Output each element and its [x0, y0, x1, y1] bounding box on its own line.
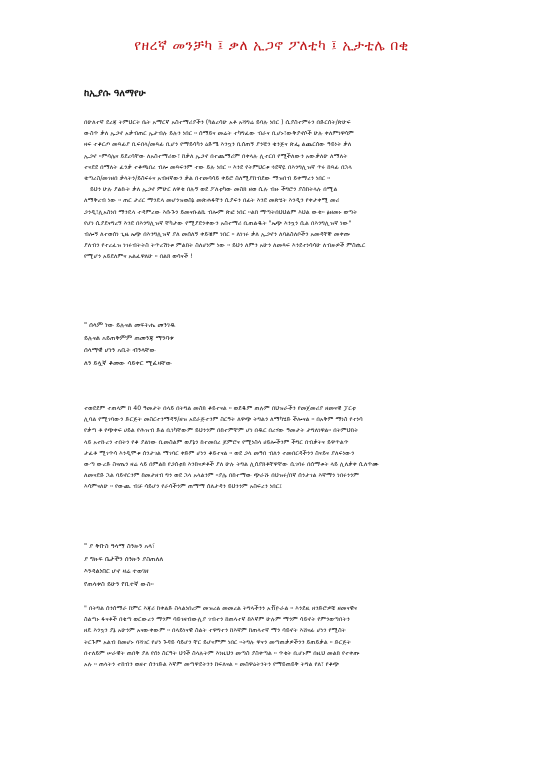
text-line: ዘዴ እንኳን ያኔ አሁንም አናውቀውም ፡፡ በላይነናዊ ስልት ተዋግተን ከእኛም ከጠላተኛ ማን ሳይኖት እሸናፊ ሆነን የሚስት — [84, 627, 346, 635]
text-line: ስልጣኑ ፋናቶች በቁጣ ወርውረን ማንም ሳይገዛብውሊያ ገብተን ከጠላተኛ ከእኛም ሁሉም ማንም ሳይኖት የምንወጣበትን — [84, 616, 350, 624]
poem-line: ለን ይሏኛ ቆመው ሳይቀር ሚፈዛቸው — [84, 358, 173, 367]
poem-line: ሰላማዊ ሆነን አቢት ብንላቸው — [84, 346, 156, 355]
poem-line: " ሰላም ነው ይሉናል መፍትሔ መንገዱ — [84, 321, 176, 329]
poem-line: ይሉናል አይጠቅምም ጠመንጃ ማንባቱ — [84, 333, 174, 342]
text-line: ውጣ ውረድ ስናጤን ዛሬ ላይ በምልከ የጋሰቲክ እንከናዎቶች ያለ ሁሉ ትግል ሊሰያክቶቸዋቸው ሲገባሩ በሰማቱት ላይ ሊለቃቀ ሲለጥሙ — [84, 461, 380, 469]
text-line: ጋንዲ፣ሊአስነበ ማንዴላ ተዳምረው እሱጉን ይመናቡልኬ ብሎም ጽፎ ነበር ፡፡ልክ ማጣትበህህልም እህል ውቂ፡፡ ፅዘመኑ ወጣት — [84, 208, 358, 216]
paragraph-3 — [84, 603, 464, 670]
poem-2 — [84, 540, 464, 590]
text-line: ተናደደ በማለት ፈንቃ ተቆጫበረ ብሎ መጻፍንም ተው ይሉ ነበር ፡፡ እንደ የትምህርቱ ጓደኛዬ በእንግሊዝኛ ጥሩ ከጻፊ በኋላ — [84, 163, 352, 171]
text-line: ብሎኝ ለተወሰነ ጊዜ ኤጭ በእንግሊዝኛ ያለ መሰለኝ ቀይቼም ነበር ፡፡ ለነገሩ ቃለ ኢጋኖን ለባልስለቦችን አመዳቸኞ መቀጡ — [84, 231, 351, 239]
text-line: ታፈቶ ሚገጥሳ እንዲሞቱ ሰንታገል ማገባር ቀድም ሆነን ቆይተናል ፡፡ ወደ ጋላ መዓበ ብለን ተመበርዳችንን ስናይና ያለፍነውን — [84, 449, 355, 457]
text-line: እሳምናለሁ ፡፡ የውጪ ብቻ ሳይሆን የራሳችንም ጠማማ ሰለታዳን ይህንንም አስፍረን ነበር፤ — [84, 483, 282, 491]
text-line: በሁለተኛ ደረጃ ትምህርት ቤት አማርኛ አስተማሪያችን (ካልረሳሁ አቶ አሻግሬ ይባሉ ነበር ) ሲያስተምሩን በድርሰት/ጽሁፍ — [84, 119, 351, 126]
text-line: ትርጉም አልብ ከመሆኑ ባሻገር የሆነ ጉዳይ ሳይሆን ቸር ይሆናምም ነበር ፡፡ትግሉ ዋናን መጣጠቃዎችንን ይጠይቃል ፡፡ ድርጅት — [84, 638, 352, 646]
text-line: የሚሆን አይደለምና አልፈዋለሁ ፡፡ በልክ ወሳናች ! — [84, 253, 193, 261]
text-line: ቁጣረስ/መገዘበ ቃላትን/ይስፍሩና አብዛኛውን ቃል በተመሳሳይ ቀይሮ ስለሚያከብደው ማዝበብ ይቀማረን ነበር ፡፡ — [84, 175, 331, 183]
text-line: በተለይም ሠራዊት ጠበቅ ያለ የሰነ ስርዓት ህጎች ስላሉትም እነዚህን መጣስ ያስቀጣል ፡፡ ጥቂት ቢሆኑም በዚህ መልክ የተቀጡ — [84, 649, 360, 657]
text-line: አሉ ፡፡ ጠላትን ተከብን ወዘተ ሰንገድል እኛም መጣዋደትንን ከፍለናል ፡፡ መስዋዕትንትን የማይጠይቅ ትግል የለ፣ የቆጭ — [84, 661, 340, 669]
text-line: ላይ አተኩረን ተበትን የቆ ያልነው ቢመስልም ወያኔን ከተመበረ ጆምሮና የሚነስላ ሀይሎችንም ችግር በብቃትና ይዋጥልጥ — [84, 438, 349, 446]
poem-line: እንዳልነበር ሆኖ ዛሬ ተወገዘ — [84, 567, 149, 576]
paragraph-1 — [84, 117, 464, 263]
author-byline: ከኢያሱ ዓለማየሁ — [84, 88, 146, 99]
text-line: የሆነ ሲያደናግረኝ እንደ በእንግሊዝኛ ቸካታው የሚያደንቀውን አስተማሪ ቢጠልዱት "ኤጭ እንኳን ሲል በእንግሊዝኛ ነው" — [84, 219, 352, 227]
text-line: ለመናደድ ኋል ባይኖርንም ከመታዘብ ግን ወደ ኋላ አላልንም ፡፡ያሌ በከተማው ጭራሹ በህዝሩ/በኛ ሰንታገል እኛማን ነበሩንንም — [84, 472, 360, 480]
text-line: ለማቅረብ ነው ፡፡ ጠር ታሪር ማንዴላ መሆንዝወስኔ መጽሐፋቸን ሲያፍን በፊት እንደ መጽሄት እንዲን የቀታቀሚ መሪ — [84, 197, 340, 205]
text-line: ይህን ሁሉ ያልኩት ቃለ ኢጋኖ ምሁር ለዋቂ በሉኝ ወደ ፖለቲካው መስክ ዘወ ሲሉ ብዙ ችግሮን ያስከትላሉ በሚል — [90, 186, 338, 194]
text-line: " በትግል ሰንሰማራ ከምር እጃሪ ከቀልድ ስላልነበረም መዝረል መመረል ትግላችንን አቭዮራል ፡፡ እንደዚ ዘንድሮዎቹ ዘመናዊና — [84, 605, 358, 612]
text-line: ተወደደም ተጠላም ከ 40 ዓመታት በላይ በትግል መስክ ቆይተናል ፡፡ ወደዱም ጠሉም በህዝራችን የመጀመሪያ ዘመናዊ ፓርቲ — [84, 405, 356, 412]
text-line: ዛፍ ተቆርጦ መጻፊያ ቢፍበላ/መጻፊ ቢሆን የማይሳካን ዕድሜ እንኳን ቢሰጠኝ ያንቺን ቁንጅና ጽፌ ልጨርሰው ዓይነት ቃለ — [84, 141, 352, 149]
text-line: ኢጋኖ ፡፡ምሳሌና ይደረሳቸው ለአስተማሪው፣ ከቃለ ኢጋኖ በተጨማሪም በቀላሉ ሊተርበ የሚችለውን አውቃለሁ ለማለት — [84, 152, 348, 160]
text-line: ሊባል የሚገባውን ድርጅት መስርተንማዳኝ/ዘዝ አደራጅተንም ስርዓት ለዋጭ ትግልን ለማካሄድ ችሎናል ፡፡ በአቅም ማነስ የተነሳ — [84, 416, 363, 424]
document-title: የዘረኛ መንቻካ ፤ ቃለ ኢጋኖ ፖለቲካ ፤ ኢታቲሌ በቂ — [134, 38, 409, 54]
text-line: የቃጣ ቶ የጭቀፍ ሀይል የሕዝብ ድል ቢነካቸውም ይህንንም በከተምቸም ሆነ በዱር በረሃው ዓመታት ታግለነዋል፡፡ በትምህክት — [84, 427, 359, 435]
text-line: ውስጥ ቃለ ኢጋኖ አቃብጠር ኢታብሉ ይሉን ነበር ፡፡ ሰማይና መሬት ተካግፈው ብራና ቢሆኑ፣ውቅያኖሶች ሁሉ ቀለምነዋሳም — [84, 130, 354, 138]
paragraph-2 — [84, 403, 464, 493]
poem-line: " ያ ቅቡስ ዓላማ ስንዙን አላ፣ — [84, 542, 155, 550]
poem-line: ያ ግዙፍ ቤታችን ሰንዙን ያስጠለለ — [84, 554, 164, 563]
text-line: ያለብን የተረፈዝ ነገሩብትትስ ትጥረሽነቱ ምልክት ስለሆነም ነው ፡፡ ይህን ለምን አሁን ለመጻፍ እንደተነሳሳሁ ለብዙዎች ምስጢር — [84, 242, 366, 250]
poem-1 — [84, 319, 464, 369]
poem-line: የጠላቱስ ይሁን የቢተኛ ውስ፡፡ — [84, 579, 154, 588]
